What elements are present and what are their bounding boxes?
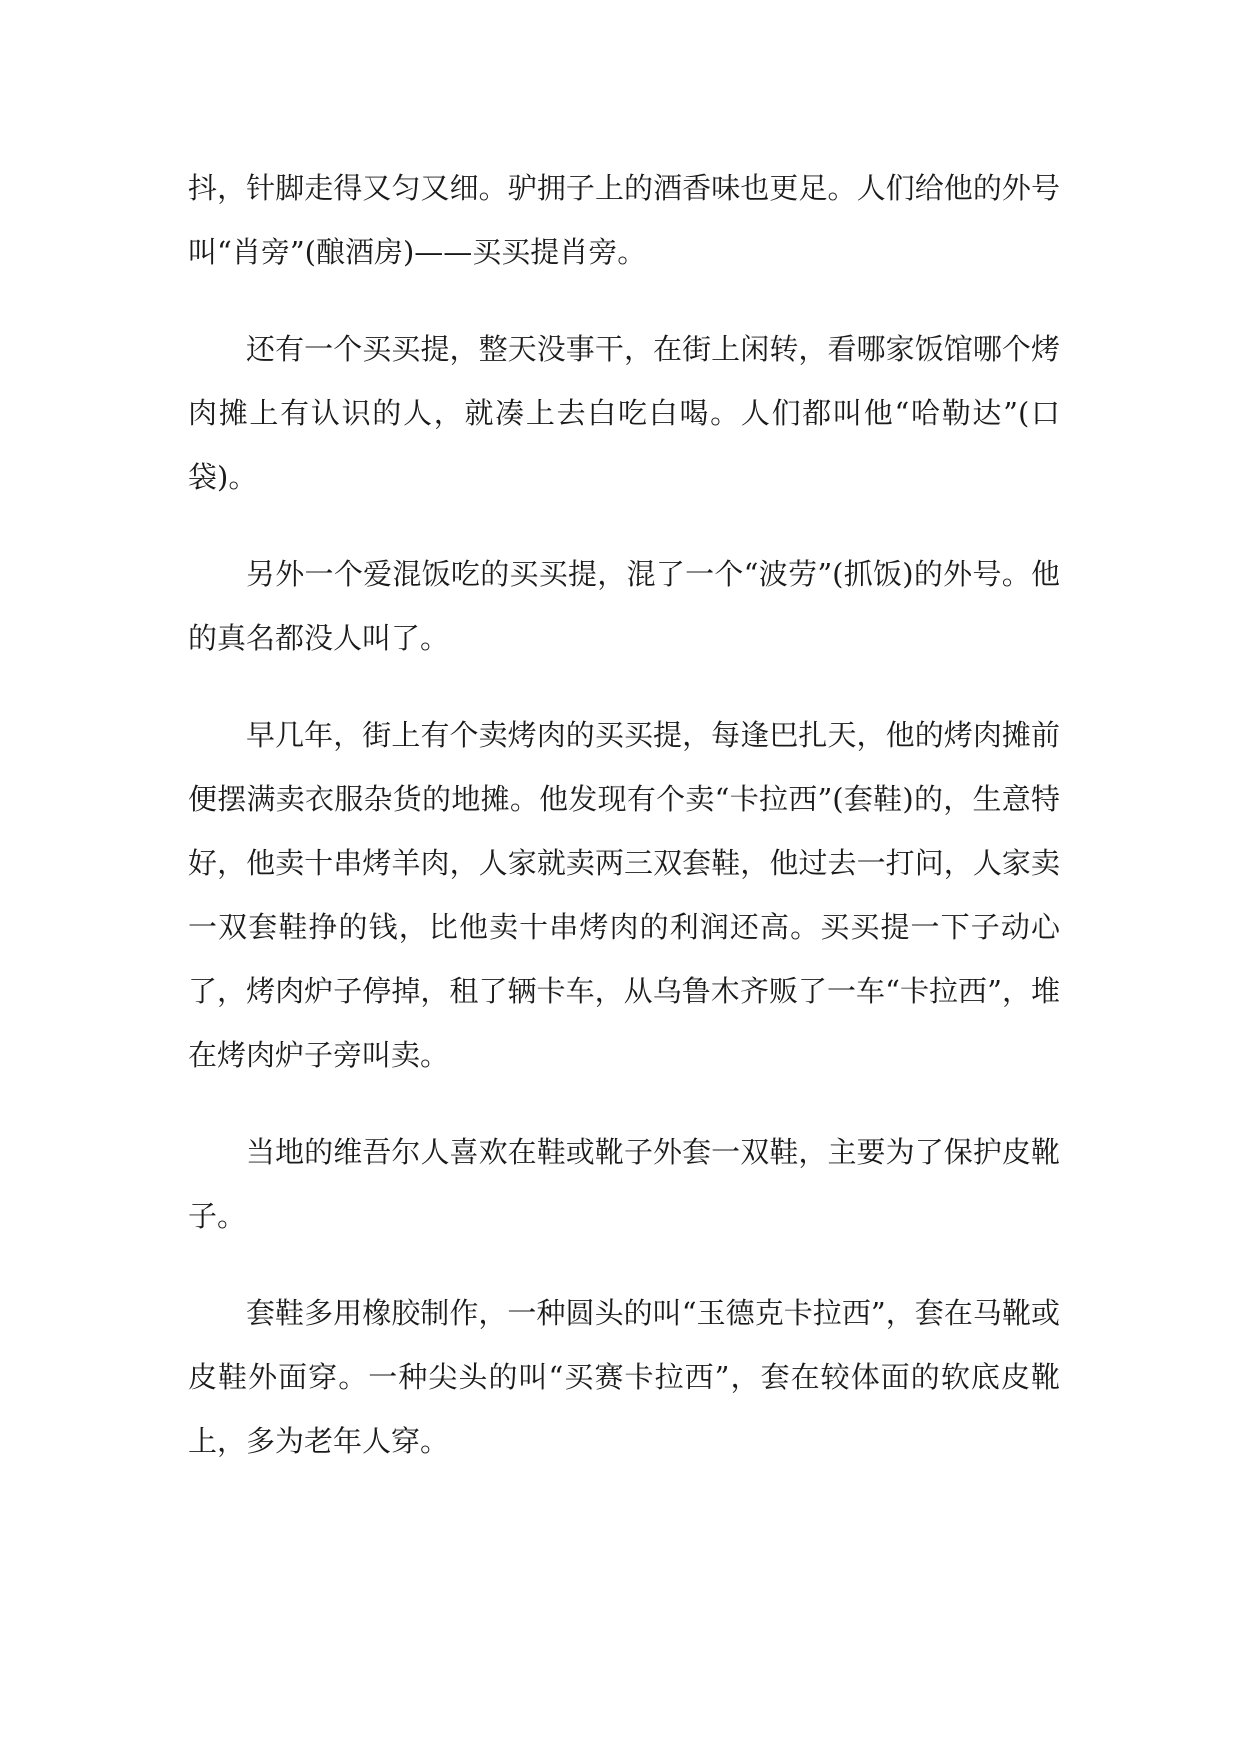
paragraph: 早几年，街上有个卖烤肉的买买提，每逢巴扎天，他的烤肉摊前便摆满卖衣服杂货的地摊。他发现有个卖“卡拉西”(套鞋)的，生意特好，他卖十串烤羊肉，人家就卖两三双套鞋，他过去一打问，人家卖一双套鞋挣的钱，比他卖十串烤肉的利润还高。买买提一下子动心了，烤肉炉子停掉，租了辆卡车，从乌鲁木齐贩了一车“卡拉西”，堆在烤肉炉子旁叫卖。 xyxy=(188,718,1060,1072)
document-body xyxy=(188,156,1060,1506)
paragraph: 还有一个买买提，整天没事干，在街上闲转，看哪家饭馆哪个烤肉摊上有认识的人，就凑上去白吃白喝。人们都叫他“哈勒达”(口袋)。 xyxy=(188,332,1060,494)
paragraph: 抖，针脚走得又匀又细。驴拥子上的酒香味也更足。人们给他的外号叫“肖旁”(酿酒房)——买买提肖旁。 xyxy=(188,171,1060,269)
paragraph: 另外一个爱混饭吃的买买提，混了一个“波劳”(抓饭)的外号。他的真名都没人叫了。 xyxy=(188,557,1060,655)
paragraph: 套鞋多用橡胶制作，一种圆头的叫“玉德克卡拉西”，套在马靴或皮鞋外面穿。一种尖头的叫“买赛卡拉西”，套在较体面的软底皮靴上，多为老年人穿。 xyxy=(188,1296,1060,1458)
paragraph: 当地的维吾尔人喜欢在鞋或靴子外套一双鞋，主要为了保护皮靴子。 xyxy=(188,1135,1060,1233)
